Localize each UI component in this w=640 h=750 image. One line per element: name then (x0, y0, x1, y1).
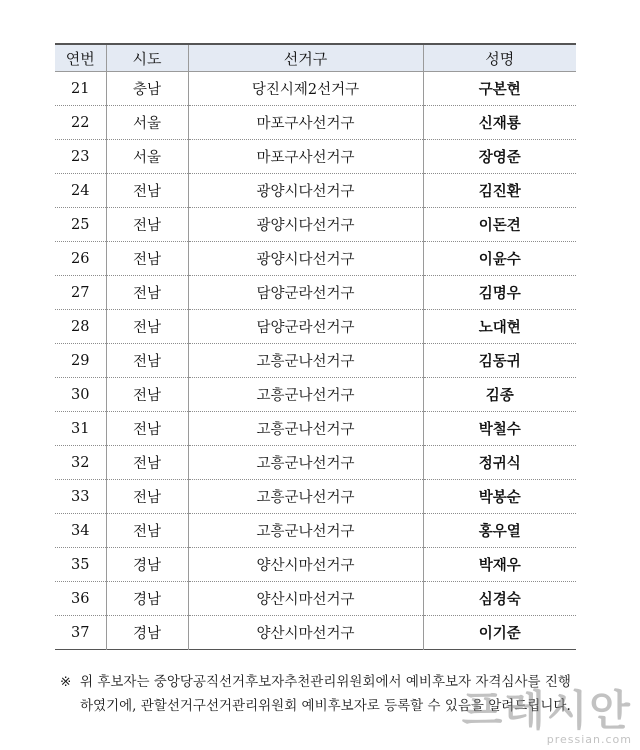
reference-mark: ※ (60, 674, 72, 690)
cell-name: 심경숙 (423, 582, 576, 616)
cell-number: 25 (55, 208, 106, 242)
table-header-row (55, 44, 576, 72)
cell-name: 김진환 (423, 174, 576, 208)
cell-region: 전남 (106, 276, 188, 310)
cell-district: 고흥군나선거구 (188, 480, 423, 514)
cell-number: 28 (55, 310, 106, 344)
cell-region: 경남 (106, 616, 188, 650)
header-name: 성명 (423, 44, 576, 72)
cell-region: 전남 (106, 412, 188, 446)
cell-name: 김명우 (423, 276, 576, 310)
candidate-table (55, 43, 576, 650)
table-row (55, 174, 576, 208)
cell-region: 전남 (106, 344, 188, 378)
cell-region: 전남 (106, 446, 188, 480)
cell-number: 26 (55, 242, 106, 276)
cell-number: 35 (55, 548, 106, 582)
table-row (55, 582, 576, 616)
cell-region: 전남 (106, 480, 188, 514)
cell-district: 광양시다선거구 (188, 242, 423, 276)
cell-name: 장영준 (423, 140, 576, 174)
cell-region: 경남 (106, 582, 188, 616)
cell-district: 양산시마선거구 (188, 582, 423, 616)
cell-number: 37 (55, 616, 106, 650)
cell-district: 마포구사선거구 (188, 140, 423, 174)
table-row (55, 344, 576, 378)
table-row (55, 616, 576, 650)
table-row (55, 378, 576, 412)
cell-district: 고흥군나선거구 (188, 344, 423, 378)
table-row (55, 140, 576, 174)
table-body (55, 72, 576, 650)
table-row (55, 106, 576, 140)
cell-district: 당진시제2선거구 (188, 72, 423, 106)
cell-number: 34 (55, 514, 106, 548)
watermark-url: pressian.com (546, 733, 632, 746)
cell-name: 박철수 (423, 412, 576, 446)
cell-district: 광양시다선거구 (188, 208, 423, 242)
cell-region: 전남 (106, 378, 188, 412)
table-row (55, 242, 576, 276)
table-row (55, 446, 576, 480)
cell-district: 고흥군나선거구 (188, 514, 423, 548)
cell-number: 36 (55, 582, 106, 616)
cell-number: 27 (55, 276, 106, 310)
table-row (55, 72, 576, 106)
cell-name: 이돈견 (423, 208, 576, 242)
cell-region: 전남 (106, 242, 188, 276)
cell-number: 24 (55, 174, 106, 208)
cell-district: 광양시다선거구 (188, 174, 423, 208)
header-region: 시도 (106, 44, 188, 72)
cell-number: 31 (55, 412, 106, 446)
table-row (55, 548, 576, 582)
cell-name: 홍우열 (423, 514, 576, 548)
footnote (60, 670, 582, 718)
cell-district: 고흥군나선거구 (188, 446, 423, 480)
cell-name: 이윤수 (423, 242, 576, 276)
cell-region: 전남 (106, 174, 188, 208)
cell-name: 구본현 (423, 72, 576, 106)
cell-number: 23 (55, 140, 106, 174)
cell-district: 마포구사선거구 (188, 106, 423, 140)
cell-region: 전남 (106, 208, 188, 242)
header-district: 선거구 (188, 44, 423, 72)
cell-number: 33 (55, 480, 106, 514)
cell-region: 경남 (106, 548, 188, 582)
cell-district: 담양군라선거구 (188, 310, 423, 344)
cell-number: 32 (55, 446, 106, 480)
cell-district: 양산시마선거구 (188, 616, 423, 650)
table-row (55, 514, 576, 548)
header-number: 연번 (55, 44, 106, 72)
table-row (55, 412, 576, 446)
cell-name: 김동귀 (423, 344, 576, 378)
cell-name: 박재우 (423, 548, 576, 582)
footnote-line-2: 하였기에, 관할선거구선거관리위원회 예비후보자로 등록할 수 있음을 알려드립니다. (80, 698, 571, 714)
cell-region: 서울 (106, 106, 188, 140)
table-row (55, 310, 576, 344)
cell-name: 신재룡 (423, 106, 576, 140)
table-row (55, 480, 576, 514)
cell-region: 전남 (106, 514, 188, 548)
cell-name: 박봉순 (423, 480, 576, 514)
cell-number: 30 (55, 378, 106, 412)
watermark-logo: 프레시안 (461, 686, 632, 735)
cell-region: 서울 (106, 140, 188, 174)
cell-district: 담양군라선거구 (188, 276, 423, 310)
cell-number: 22 (55, 106, 106, 140)
cell-name: 이기준 (423, 616, 576, 650)
cell-name: 노대현 (423, 310, 576, 344)
table-row (55, 208, 576, 242)
cell-number: 29 (55, 344, 106, 378)
cell-district: 고흥군나선거구 (188, 378, 423, 412)
cell-region: 충남 (106, 72, 188, 106)
cell-district: 양산시마선거구 (188, 548, 423, 582)
cell-number: 21 (55, 72, 106, 106)
cell-region: 전남 (106, 310, 188, 344)
cell-district: 고흥군나선거구 (188, 412, 423, 446)
cell-name: 김종 (423, 378, 576, 412)
footnote-line-1: 위 후보자는 중앙당공직선거후보자추천관리위원회에서 예비후보자 자격심사를 진행 (80, 674, 571, 690)
table-row (55, 276, 576, 310)
cell-name: 정귀식 (423, 446, 576, 480)
